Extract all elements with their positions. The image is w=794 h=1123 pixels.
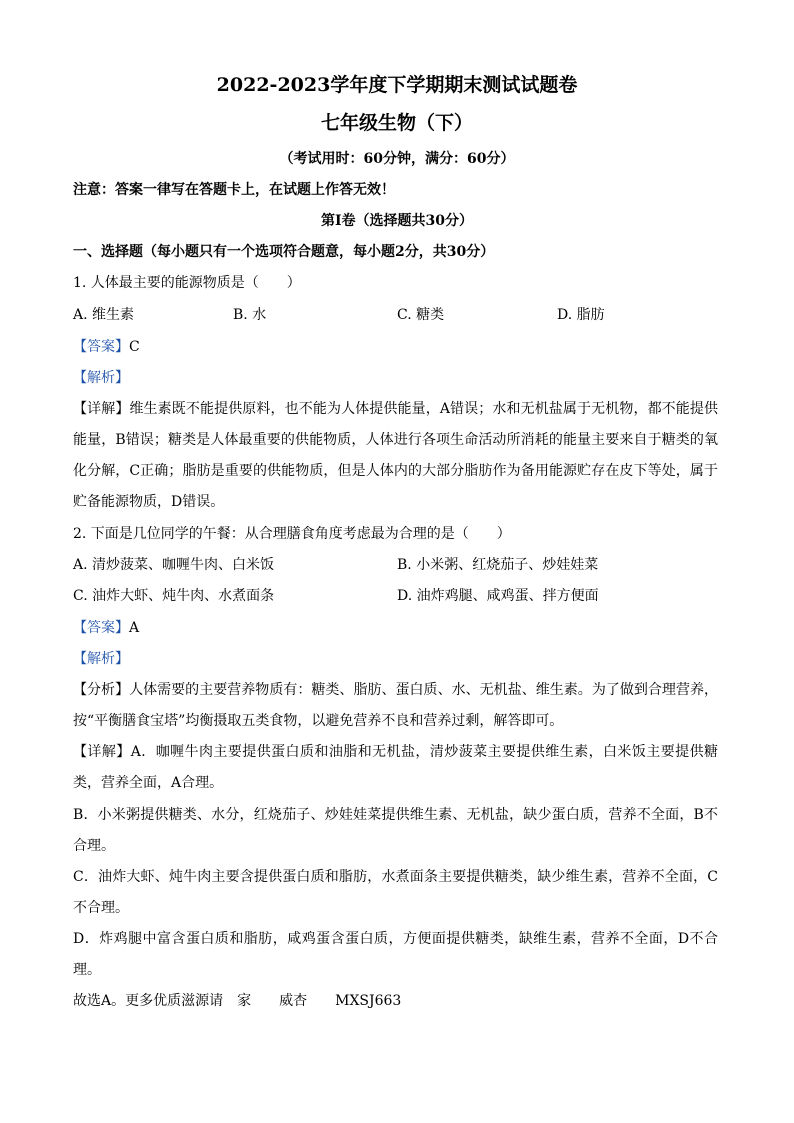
volume-heading: 第Ⅰ卷（选择题共30分） [320,213,474,229]
q2-option-c: C. 油炸大虾、炖牛肉、水煮面条 [73,588,275,604]
q1-option-b: B. 水 [233,307,267,323]
detail-tag: 【详解】 [73,744,131,760]
q1-option-c: C. 糖类 [397,307,445,323]
q2-detail-line: 类，营养全面，A合理。 [73,775,224,791]
q1-detail-line: 化分解，C正确；脂肪是重要的供能物质，但是人体内的大部分脂肪作为备用能源贮存在皮下等处，属于 [73,463,718,479]
q2-detail-line: D．炸鸡腿中富含蛋白质和脂肪，咸鸡蛋含蛋白质，方便面提供糖类，缺维生素，营养不全面，D不合 [73,931,718,947]
q2-option-b: B. 小米粥、红烧茄子、炒娃娃菜 [397,557,599,573]
q2-detail-text: A．咖喱牛肉主要提供蛋白质和油脂和无机盐，清炒菠菜主要提供维生素，白米饭主要提供糖 [130,744,718,760]
q2-detail-line: B．小米粥提供糖类、水分，红烧茄子、炒娃娃菜提供维生素、无机盐，缺少蛋白质，营养不全面，B不 [73,807,718,823]
answer-tag: 【答案】 [73,620,129,636]
q2-answer [73,618,139,638]
q1-answer [73,337,140,357]
q2-detail-line: 合理。 [73,838,115,854]
answer-tag: 【答案】 [73,339,129,355]
q1-detail-line: 能量，B错误；糖类是人体最重要的供能物质，人体进行各项生命活动所消耗的能量主要来自于糖类的氧 [73,432,718,448]
q2-option-a: A. 清炒菠菜、咖喱牛肉、白米饭 [73,557,275,573]
exam-notice: 注意：答案一律写在答题卡上，在试题上作答无效！ [73,182,395,198]
q2-analysis-tag: 【解析】 [73,651,129,667]
q2-detail-line: C．油炸大虾、炖牛肉主要含提供蛋白质和脂肪，水煮面条主要提供糖类，缺少维生素，营养不全面，C [73,869,718,885]
exam-info: （考试用时：60分钟，满分：60分） [279,151,515,167]
q2-fenxi-line: 按“平衡膳食宝塔”均衡摄取五类食物，以避免营养不良和营养过剩，解答即可。 [73,713,564,729]
q1-option-d: D. 脂肪 [557,307,605,323]
q2-fenxi-line [73,680,718,700]
q2-detail-line [73,742,718,762]
q1-answer-value: C [129,339,140,355]
exam-subtitle: 七年级生物（下） [320,112,473,134]
q2-stem: 2. 下面是几位同学的午餐：从合理膳食角度考虑最为合理的是（ ） [73,526,511,542]
q1-analysis-tag: 【解析】 [73,370,129,386]
q2-option-d: D. 油炸鸡腿、咸鸡蛋、拌方便面 [397,588,599,604]
q2-conclusion: 故选A。更多优质滋源请 家 威杏 MXSJ663 [73,993,402,1009]
section-heading: 一、选择题（每小题只有一个选项符合题意，每小题2分，共30分） [73,244,495,260]
q1-stem: 1. 人体最主要的能源物质是（ ） [73,275,301,291]
q1-detail-line: 贮备能源物质，D错误。 [73,494,225,510]
fenxi-tag: 【分析】 [73,682,130,698]
q2-detail-line: 不合理。 [73,900,129,916]
q2-detail-line: 理。 [73,962,101,978]
q1-detail-line [73,399,718,419]
q1-option-a: A. 维生素 [73,307,135,323]
q1-detail-text: 维生素既不能提供原料，也不能为人体提供能量，A错误；水和无机盐属于无机物，都不能提供 [129,401,719,417]
q2-fenxi-text: 人体需要的主要营养物质有：糖类、脂肪、蛋白质、水、无机盐、维生素。为了做到合理营养， [129,682,719,698]
detail-tag: 【详解】 [73,401,130,417]
q2-answer-value: A [129,620,140,636]
exam-title: 2022-2023学年度下学期期末测试试题卷 [216,74,578,96]
